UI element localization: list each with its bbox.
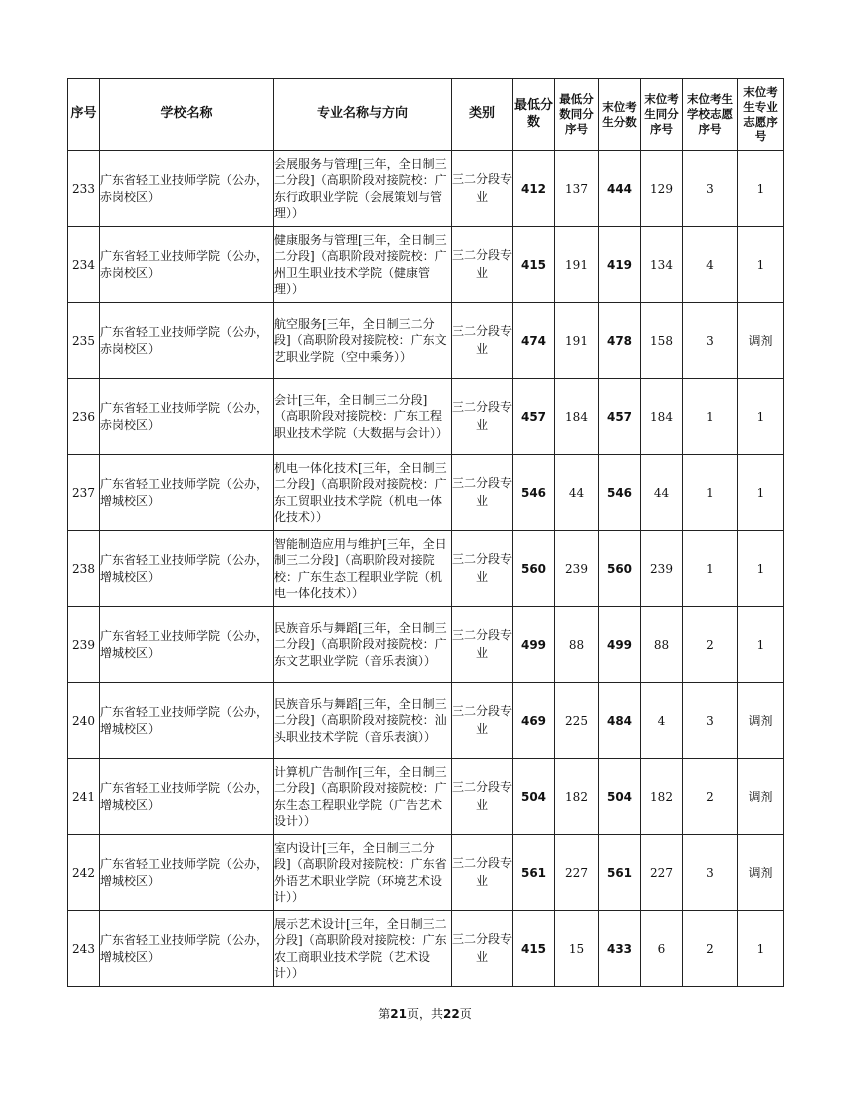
cell-last-score: 504 xyxy=(599,759,641,835)
cell-last-major-pref: 1 xyxy=(738,151,784,227)
header-last-school-pref: 末位考生学校志愿序号 xyxy=(683,79,738,151)
header-last-major-pref: 末位考生专业志愿序号 xyxy=(738,79,784,151)
table-row xyxy=(68,227,784,303)
cell-min-score: 457 xyxy=(513,379,555,455)
cell-last-major-pref: 调剂 xyxy=(738,835,784,911)
cell-last-school-pref: 3 xyxy=(683,151,738,227)
cell-last-same-rank: 158 xyxy=(641,303,683,379)
cell-last-score: 457 xyxy=(599,379,641,455)
cell-major: 计算机广告制作[三年，全日制三二分段]（高职阶段对接院校：广东生态工程职业学院（广告艺术设计）） xyxy=(274,759,452,835)
cell-school: 广东省轻工业技师学院（公办，赤岗校区） xyxy=(100,151,274,227)
cell-min-same-rank: 225 xyxy=(555,683,599,759)
cell-min-score: 504 xyxy=(513,759,555,835)
cell-seq: 235 xyxy=(68,303,100,379)
cell-school: 广东省轻工业技师学院（公办，赤岗校区） xyxy=(100,303,274,379)
cell-last-score: 419 xyxy=(599,227,641,303)
cell-category: 三二分段专业 xyxy=(452,227,513,303)
cell-category: 三二分段专业 xyxy=(452,911,513,987)
cell-last-school-pref: 1 xyxy=(683,455,738,531)
cell-last-school-pref: 3 xyxy=(683,835,738,911)
cell-min-score: 546 xyxy=(513,455,555,531)
cell-major: 展示艺术设计[三年，全日制三二分段]（高职阶段对接院校：广东农工商职业技术学院（艺术设计）） xyxy=(274,911,452,987)
cell-min-same-rank: 184 xyxy=(555,379,599,455)
footer-total-pages: 22 xyxy=(443,1007,460,1021)
cell-last-score: 484 xyxy=(599,683,641,759)
cell-min-score: 412 xyxy=(513,151,555,227)
cell-last-major-pref: 1 xyxy=(738,455,784,531)
cell-seq: 242 xyxy=(68,835,100,911)
table-row xyxy=(68,531,784,607)
cell-category: 三二分段专业 xyxy=(452,835,513,911)
footer-current-page: 21 xyxy=(390,1007,407,1021)
header-last-same-rank: 末位考生同分序号 xyxy=(641,79,683,151)
cell-last-score: 499 xyxy=(599,607,641,683)
cell-major: 会展服务与管理[三年，全日制三二分段]（高职阶段对接院校：广东行政职业学院（会展策划与管理）） xyxy=(274,151,452,227)
cell-last-same-rank: 4 xyxy=(641,683,683,759)
cell-seq: 237 xyxy=(68,455,100,531)
cell-category: 三二分段专业 xyxy=(452,151,513,227)
cell-min-same-rank: 182 xyxy=(555,759,599,835)
header-min-score: 最低分数 xyxy=(513,79,555,151)
header-row xyxy=(68,79,784,151)
cell-seq: 233 xyxy=(68,151,100,227)
cell-school: 广东省轻工业技师学院（公办，赤岗校区） xyxy=(100,379,274,455)
header-seq: 序号 xyxy=(68,79,100,151)
cell-seq: 236 xyxy=(68,379,100,455)
cell-school: 广东省轻工业技师学院（公办，赤岗校区） xyxy=(100,227,274,303)
cell-last-same-rank: 184 xyxy=(641,379,683,455)
cell-school: 广东省轻工业技师学院（公办，增城校区） xyxy=(100,607,274,683)
footer-middle: 页，共 xyxy=(406,1007,443,1021)
cell-last-same-rank: 239 xyxy=(641,531,683,607)
cell-min-same-rank: 227 xyxy=(555,835,599,911)
cell-seq: 238 xyxy=(68,531,100,607)
cell-min-same-rank: 239 xyxy=(555,531,599,607)
cell-last-same-rank: 6 xyxy=(641,911,683,987)
cell-last-school-pref: 2 xyxy=(683,607,738,683)
cell-last-major-pref: 1 xyxy=(738,379,784,455)
cell-category: 三二分段专业 xyxy=(452,759,513,835)
cell-last-school-pref: 1 xyxy=(683,531,738,607)
cell-major: 智能制造应用与维护[三年，全日制三二分段]（高职阶段对接院校：广东生态工程职业学院（机电一体化技术）） xyxy=(274,531,452,607)
table-row xyxy=(68,683,784,759)
cell-last-same-rank: 44 xyxy=(641,455,683,531)
header-last-score: 末位考生分数 xyxy=(599,79,641,151)
footer-suffix: 页 xyxy=(459,1007,472,1021)
cell-min-same-rank: 137 xyxy=(555,151,599,227)
cell-major: 航空服务[三年，全日制三二分段]（高职阶段对接院校：广东文艺职业学院（空中乘务）） xyxy=(274,303,452,379)
cell-last-same-rank: 129 xyxy=(641,151,683,227)
cell-min-score: 561 xyxy=(513,835,555,911)
cell-last-major-pref: 调剂 xyxy=(738,683,784,759)
cell-major: 民族音乐与舞蹈[三年，全日制三二分段]（高职阶段对接院校：广东文艺职业学院（音乐表演）） xyxy=(274,607,452,683)
cell-category: 三二分段专业 xyxy=(452,455,513,531)
table-row xyxy=(68,759,784,835)
cell-school: 广东省轻工业技师学院（公办，增城校区） xyxy=(100,759,274,835)
table-body xyxy=(68,151,784,987)
cell-min-score: 415 xyxy=(513,911,555,987)
cell-min-score: 415 xyxy=(513,227,555,303)
cell-category: 三二分段专业 xyxy=(452,683,513,759)
table-row xyxy=(68,379,784,455)
cell-last-score: 561 xyxy=(599,835,641,911)
header-school: 学校名称 xyxy=(100,79,274,151)
cell-last-same-rank: 227 xyxy=(641,835,683,911)
cell-school: 广东省轻工业技师学院（公办，增城校区） xyxy=(100,911,274,987)
cell-category: 三二分段专业 xyxy=(452,531,513,607)
cell-school: 广东省轻工业技师学院（公办，增城校区） xyxy=(100,835,274,911)
cell-last-score: 478 xyxy=(599,303,641,379)
cell-category: 三二分段专业 xyxy=(452,607,513,683)
cell-min-score: 499 xyxy=(513,607,555,683)
table-row xyxy=(68,607,784,683)
cell-major: 健康服务与管理[三年，全日制三二分段]（高职阶段对接院校：广州卫生职业技术学院（健康管理）） xyxy=(274,227,452,303)
cell-seq: 241 xyxy=(68,759,100,835)
cell-last-school-pref: 1 xyxy=(683,379,738,455)
table-row xyxy=(68,911,784,987)
cell-school: 广东省轻工业技师学院（公办，增城校区） xyxy=(100,683,274,759)
cell-last-major-pref: 1 xyxy=(738,531,784,607)
footer-prefix: 第 xyxy=(378,1007,391,1021)
cell-major: 机电一体化技术[三年，全日制三二分段]（高职阶段对接院校：广东工贸职业技术学院（机电一体化技术）） xyxy=(274,455,452,531)
cell-major: 民族音乐与舞蹈[三年，全日制三二分段]（高职阶段对接院校：汕头职业技术学院（音乐表演）） xyxy=(274,683,452,759)
header-category: 类别 xyxy=(452,79,513,151)
cell-min-score: 469 xyxy=(513,683,555,759)
cell-last-major-pref: 调剂 xyxy=(738,303,784,379)
cell-last-same-rank: 182 xyxy=(641,759,683,835)
cell-min-same-rank: 15 xyxy=(555,911,599,987)
cell-last-school-pref: 4 xyxy=(683,227,738,303)
page-footer xyxy=(0,1005,850,1022)
header-min-same-rank: 最低分数同分序号 xyxy=(555,79,599,151)
cell-last-score: 433 xyxy=(599,911,641,987)
cell-school: 广东省轻工业技师学院（公办，增城校区） xyxy=(100,531,274,607)
table-row xyxy=(68,455,784,531)
cell-last-school-pref: 3 xyxy=(683,683,738,759)
cell-seq: 243 xyxy=(68,911,100,987)
cell-last-score: 560 xyxy=(599,531,641,607)
cell-last-school-pref: 2 xyxy=(683,911,738,987)
cell-min-score: 474 xyxy=(513,303,555,379)
cell-last-same-rank: 88 xyxy=(641,607,683,683)
cell-min-same-rank: 191 xyxy=(555,303,599,379)
admission-table xyxy=(67,78,784,987)
cell-last-major-pref: 1 xyxy=(738,227,784,303)
cell-last-same-rank: 134 xyxy=(641,227,683,303)
cell-school: 广东省轻工业技师学院（公办，增城校区） xyxy=(100,455,274,531)
cell-last-school-pref: 3 xyxy=(683,303,738,379)
cell-last-major-pref: 调剂 xyxy=(738,759,784,835)
cell-last-major-pref: 1 xyxy=(738,607,784,683)
cell-category: 三二分段专业 xyxy=(452,303,513,379)
cell-seq: 240 xyxy=(68,683,100,759)
cell-last-score: 546 xyxy=(599,455,641,531)
cell-last-score: 444 xyxy=(599,151,641,227)
cell-seq: 239 xyxy=(68,607,100,683)
cell-category: 三二分段专业 xyxy=(452,379,513,455)
cell-min-same-rank: 44 xyxy=(555,455,599,531)
cell-major: 室内设计[三年，全日制三二分段]（高职阶段对接院校：广东省外语艺术职业学院（环境艺术设计）） xyxy=(274,835,452,911)
cell-last-school-pref: 2 xyxy=(683,759,738,835)
table-row xyxy=(68,151,784,227)
table-row xyxy=(68,303,784,379)
cell-major: 会计[三年，全日制三二分段]（高职阶段对接院校：广东工程职业技术学院（大数据与会计）） xyxy=(274,379,452,455)
header-major: 专业名称与方向 xyxy=(274,79,452,151)
cell-min-same-rank: 191 xyxy=(555,227,599,303)
table-row xyxy=(68,835,784,911)
cell-min-same-rank: 88 xyxy=(555,607,599,683)
cell-min-score: 560 xyxy=(513,531,555,607)
cell-seq: 234 xyxy=(68,227,100,303)
cell-last-major-pref: 1 xyxy=(738,911,784,987)
